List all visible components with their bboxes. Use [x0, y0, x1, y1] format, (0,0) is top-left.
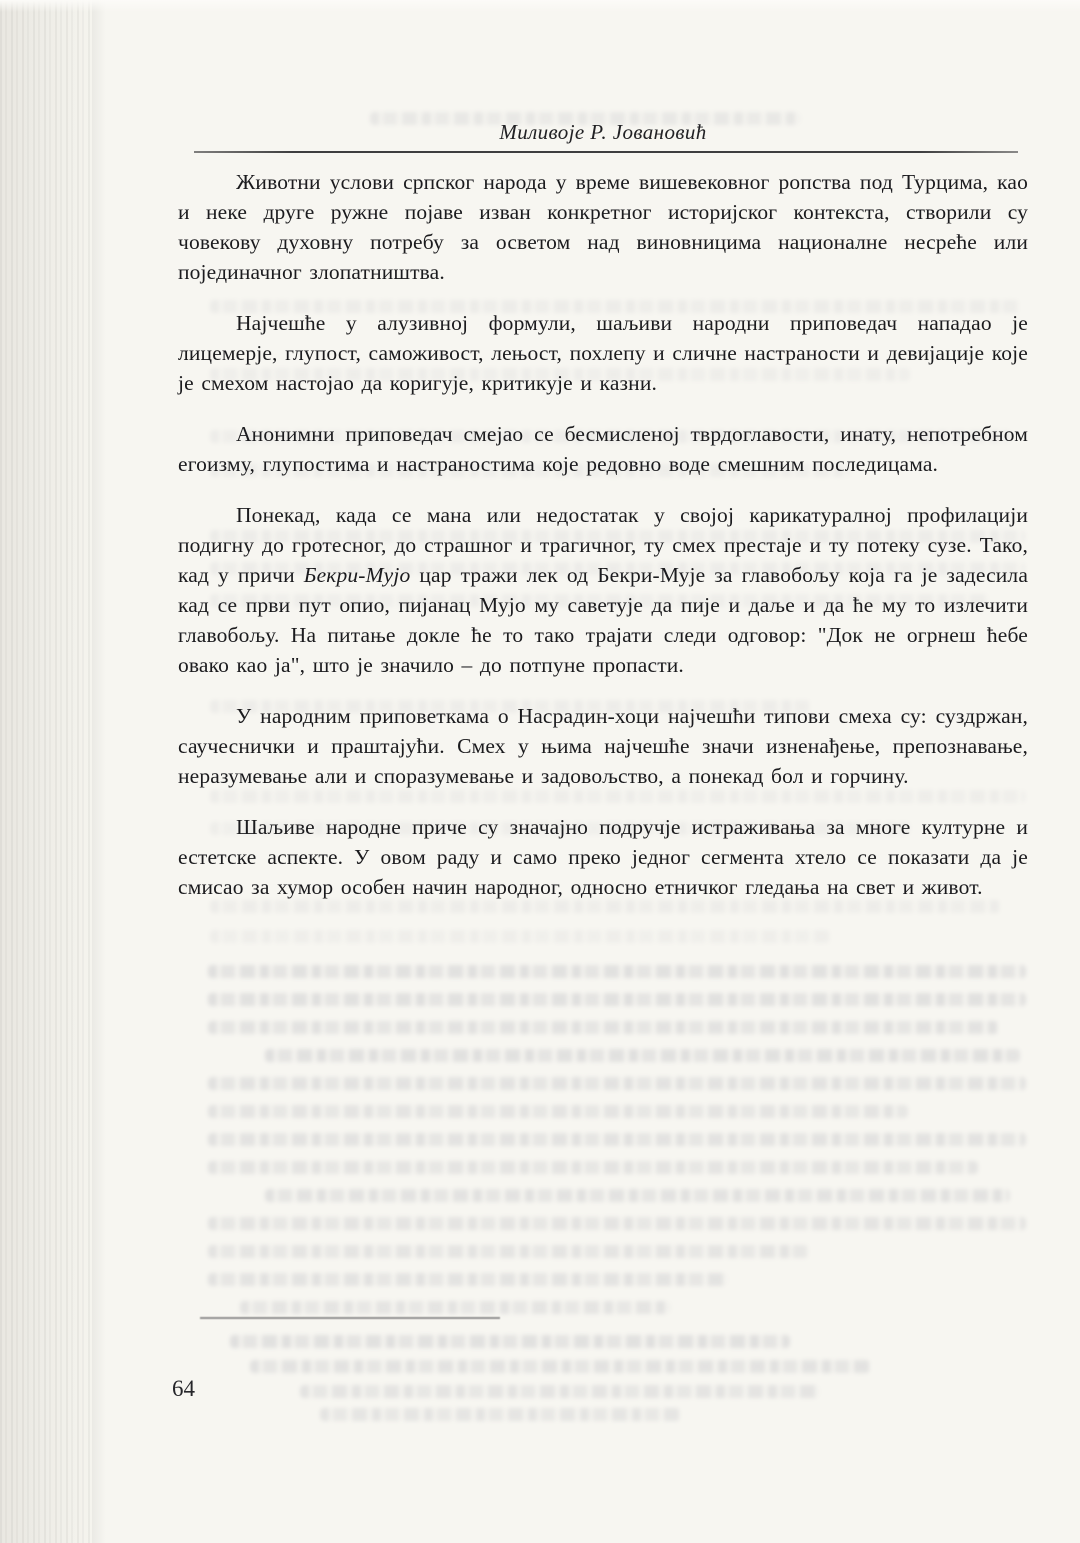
bleedthrough-line — [208, 1273, 728, 1286]
bleedthrough-line — [208, 993, 1026, 1006]
bleedthrough-line — [208, 965, 1026, 978]
bleedthrough-line — [208, 1133, 1026, 1146]
text-run: Животни услови српског народа у време вишевековног ропства под Турцима, као и неке друге ружне појаве изван конкретног историјског контекста, створили су човекову духовну потребу за осветом над виновницима националне несреће или појединачног злопатништва. — [178, 170, 1028, 284]
bleedthrough-line — [320, 1408, 680, 1421]
bleedthrough-line — [265, 1049, 1020, 1062]
bleedthrough-line — [265, 1189, 1010, 1202]
bleedthrough-line — [240, 1301, 670, 1314]
bleedthrough-line — [250, 1360, 870, 1373]
bleedthrough-line — [210, 930, 830, 943]
text-run: У народним приповеткама о Насрадин-хоци најчешћи типови смеха су: суздржан, саучеснички и праштајући. Смех у њима најчешће значи изненађење, препознавање, неразумевање али и споразумевање и задовољство, а понекад бол и горчину. — [178, 704, 1028, 788]
text-run: Шаљиве народне приче су значајно подручје истраживања за многе културне и естетске аспекте. У овом раду и само преко једног сегмента хтело се показати да је смисао за хумор особен начин народног, односно етничког гледања на свет и живот. — [178, 815, 1028, 899]
text-run: цар тражи лек од Бекри-Мује за главобољу која га је задесила кад се први пут опио, пијанац Мујо му саветује да пије и даље и да ће му то излечити главобољу. На питање докле ће то тако трајати следи одговор: "Док не огрнеш ћебе овако као ја", што је значило – до потпуне пропасти. — [178, 563, 1029, 677]
paragraph — [178, 500, 1028, 680]
scan-top-edge — [0, 0, 1080, 12]
page-number: 64 — [172, 1376, 195, 1401]
paragraph — [178, 167, 1028, 287]
bleedthrough-line — [208, 1161, 978, 1174]
paragraph — [178, 308, 1028, 398]
header-rule — [194, 151, 1018, 153]
text-run: Понекад, када се мана или недостатак у својој карикатуралној профилацији подигну до гротесног, до страшног и трагичног, ту смех престаје и ту потеку сузе. Тако, кад у причи — [178, 503, 1028, 587]
paragraph — [178, 701, 1028, 791]
text-run: Анонимни приповедач смејао се бесмисленој тврдоглавости, инату, непотребном егоизму, глупостима и настраностима које редовно воде смешним последицама. — [178, 422, 1028, 476]
running-header: Миливоје Р. Јовановић — [499, 120, 707, 144]
footnote-rule — [200, 1317, 500, 1319]
bleedthrough-line — [208, 1245, 808, 1258]
bleedthrough-line — [300, 1385, 820, 1398]
bleedthrough-line — [208, 1105, 908, 1118]
bleedthrough-line — [208, 1021, 998, 1034]
paragraph — [178, 812, 1028, 902]
paragraph — [178, 419, 1028, 479]
bleedthrough-line — [208, 1077, 1026, 1090]
text-run: Најчешће у алузивној формули, шаљиви народни приповедач нападао је лицемерје, глупост, саможивост, лењост, похлепу и сличне настраности и девијације које је смехом настојао да коригује, критикује и казни. — [178, 311, 1028, 395]
bleedthrough-line — [230, 1335, 790, 1348]
body-text — [178, 167, 1028, 902]
book-binding-edge — [0, 0, 92, 1543]
text-run: Бекри-Мујо — [303, 563, 411, 587]
bleedthrough-line — [208, 1217, 1026, 1230]
